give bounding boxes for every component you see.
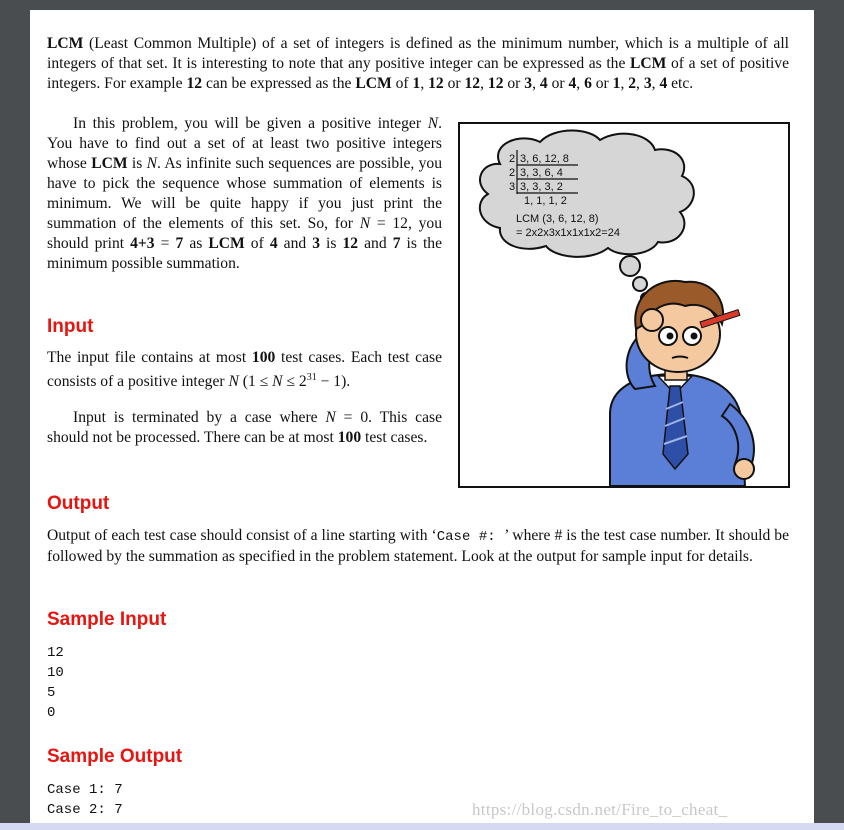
division-values-3: 3, 3, 3, 2	[520, 181, 563, 193]
thinking-boy	[610, 281, 754, 486]
sample-input-line: 12	[47, 645, 64, 661]
sample-input-line: 5	[47, 685, 56, 701]
watermark-url: https://blog.csdn.net/Fire_to_cheat_	[472, 800, 728, 819]
thought-bubble-1	[620, 256, 640, 276]
division-values-2: 3, 3, 6, 4	[520, 167, 563, 179]
division-values-4: 1, 1, 1, 2	[524, 195, 567, 207]
sample-output-heading: Sample Output	[47, 746, 183, 767]
output-paragraph: Output of each test case should consist of a line starting with ‘Case #: ’ where # is the test case number. It should be followed by the summation as specified in the problem statement. Look at the output for sample input for details.	[47, 527, 789, 565]
sample-output-line: Case 2: 7	[47, 802, 123, 818]
lcm-expression: LCM (3, 6, 12, 8)	[516, 213, 599, 225]
sample-output-line: Case 1: 7	[47, 782, 123, 798]
bottom-scroll-strip	[0, 823, 844, 830]
division-divisor-1: 2	[509, 153, 516, 165]
input-paragraph-1: The input file contains at most 100 test cases. Each test case consists of a positive integer N $(1 \le N \le 2^{31} - 1)$.	[47, 349, 442, 391]
division-divisor-2: 2	[509, 167, 516, 179]
division-divisor-3: 3	[509, 181, 516, 193]
sample-input-line: 10	[47, 665, 64, 681]
thought-bubble-2	[633, 277, 647, 291]
sample-input-line: 0	[47, 705, 56, 721]
output-heading: Output	[47, 493, 110, 514]
lcm-result: = 2x2x3x1x1x1x2=24	[516, 227, 620, 239]
intro-paragraph: LCM (Least Common Multiple) of a set of integers is defined as the minimum number, which is a multiple of all integers of that set. It is interesting to note that any positive integer can be expressed as the LCM of a set of positive integers. For example 12 can be expressed as the LCM of 1, 12 or 12, 12 or 3, 4 or 4, 6 or 1, 2, 3, 4 etc.	[47, 35, 790, 92]
sample-input-heading: Sample Input	[47, 609, 167, 630]
problem-paragraph: In this problem, you will be given a positive integer N. You have to find out a set of at least two positive integers whose LCM is N. As infinite such sequences are possible, you have to pick the sequence whose summation of elements is minimum. We will be quite happy if you just print the summation of the elements of this set. So, for N = 12, you should print 4+3 = 7 as LCM of 4 and 3 is 12 and 7 is the minimum possible summation.	[47, 115, 443, 272]
input-paragraph-2: Input is terminated by a case where N = 0. This case should not be processed. There can be at most 100 test cases.	[47, 409, 442, 446]
thinking-boy-image	[460, 124, 788, 486]
division-values-1: 3, 6, 12, 8	[520, 153, 569, 165]
input-heading: Input	[47, 316, 94, 337]
lcm-illustration	[458, 122, 790, 488]
